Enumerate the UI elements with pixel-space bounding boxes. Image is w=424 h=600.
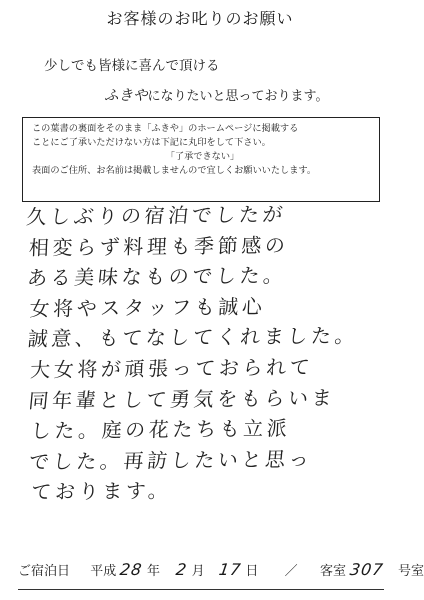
intro-line: 少しでも皆様に喜んで頂ける bbox=[44, 58, 220, 74]
intro-line-2 bbox=[104, 84, 328, 105]
month-value: 2 bbox=[174, 560, 189, 579]
intro-line-2-rest: になりたいと思っております。 bbox=[147, 89, 329, 104]
brand-name: ふきや bbox=[104, 88, 148, 104]
stay-date-label: ご宿泊日 bbox=[18, 564, 71, 579]
publication-notice-box bbox=[22, 117, 380, 202]
day-label: 日 bbox=[245, 564, 259, 579]
message-line: 誠意、もてなしてくれました。 bbox=[26, 323, 360, 352]
era-label: 平成 bbox=[90, 564, 117, 579]
message-line: ある美味なものでした。 bbox=[26, 263, 288, 291]
notice-footnote: 表面のご住所、お名前は掲載しませんので宜しくお願いいたします。 bbox=[32, 165, 317, 176]
separator: ／ bbox=[284, 564, 298, 579]
opt-out-label[interactable]: 「了承できない」 bbox=[165, 151, 240, 162]
notice-line: ことにご了承いただけない方は下記に丸印をして下さい。 bbox=[32, 137, 271, 148]
stay-info bbox=[18, 560, 424, 579]
message-line: 同年輩として勇気をもらいま bbox=[27, 385, 337, 413]
day-value: 17 bbox=[217, 560, 243, 579]
month-label: 月 bbox=[191, 564, 205, 579]
year-label: 年 bbox=[146, 564, 160, 579]
year-value: 28 bbox=[119, 560, 145, 579]
page-title: お客様のお叱りのお願い bbox=[106, 9, 294, 28]
message-line: 久しぶりの宿泊でしたが bbox=[25, 202, 288, 229]
message-line: でした。再訪したいと思っ bbox=[28, 446, 314, 474]
room-label: 客室 bbox=[319, 564, 346, 579]
room-value: 307 bbox=[348, 560, 386, 579]
message-line: した。庭の花たちも立派 bbox=[30, 416, 291, 444]
message-line: 大女将が頑張っておられて bbox=[29, 354, 314, 382]
room-suffix: 号室 bbox=[397, 564, 424, 579]
footer-rule bbox=[18, 589, 384, 590]
message-line: 相変らず料理も季節感の bbox=[28, 232, 289, 260]
message-line: ております。 bbox=[30, 478, 172, 505]
handwritten-message bbox=[26, 198, 389, 508]
notice-line: この葉書の裏面をそのまま「ふきや」のホームページに掲載する bbox=[32, 123, 299, 134]
message-line: 女将やスタッフも誠心 bbox=[29, 294, 267, 321]
